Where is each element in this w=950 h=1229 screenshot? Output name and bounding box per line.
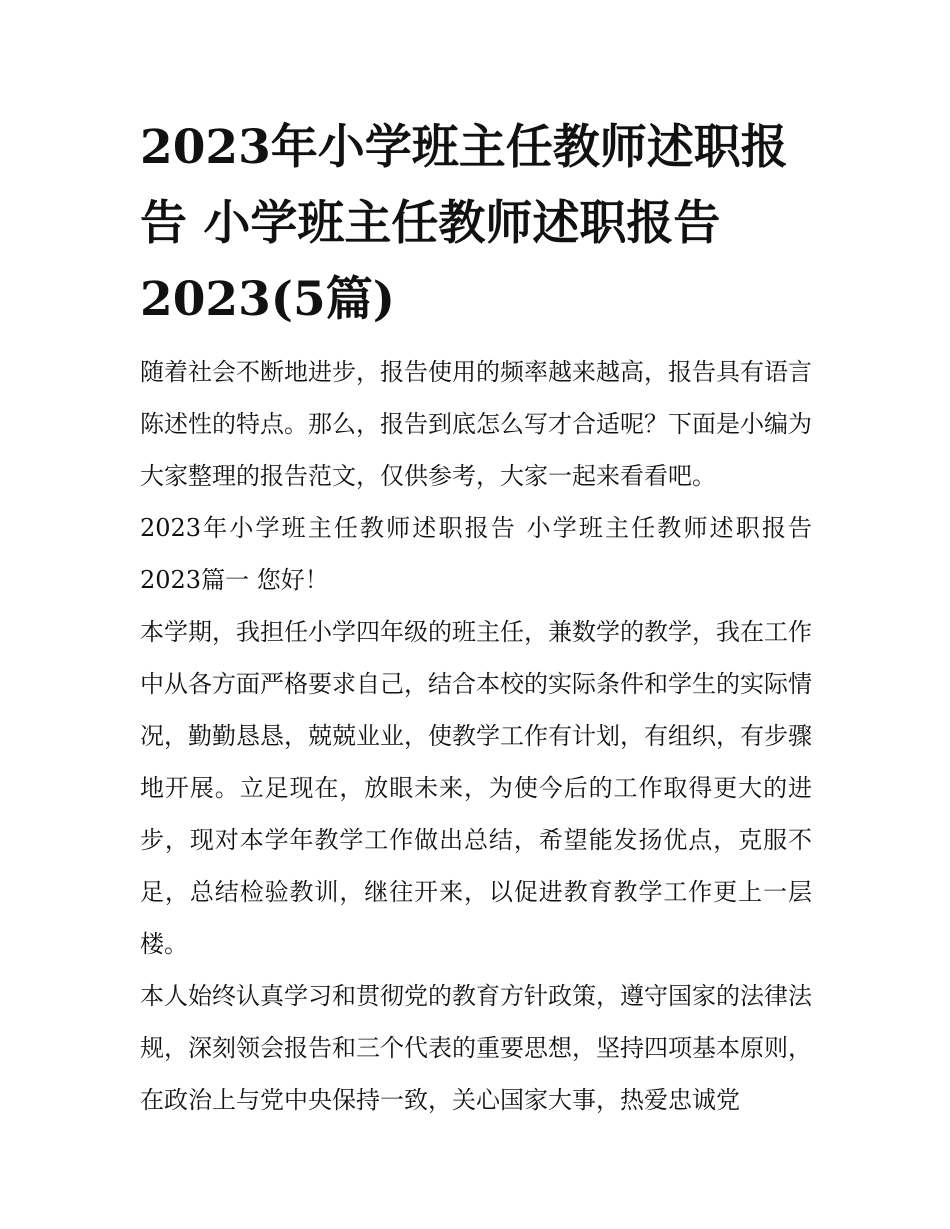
body-paragraph-2: 本人始终认真学习和贯彻党的教育方针政策，遵守国家的法律法规，深刻领会报告和三个代表的重要思想，坚持四项基本原则，在政治上与党中央保持一致，关心国家大事，热爱忠诚党 [140,982,812,1114]
section-heading-paragraph: 2023年小学班主任教师述职报告 小学班主任教师述职报告2023篇一 您好！ [140,514,812,594]
document-page [140,110,812,1126]
intro-paragraph: 随着社会不断地进步，报告使用的频率越来越高，报告具有语言陈述性的特点。那么，报告到底怎么写才合适呢？下面是小编为大家整理的报告范文，仅供参考，大家一起来看看吧。 [140,358,812,490]
body-paragraph-1: 本学期，我担任小学四年级的班主任，兼数学的教学，我在工作中从各方面严格要求自己，结合本校的实际条件和学生的实际情况，勤勤恳恳，兢兢业业，使教学工作有计划，有组织，有步骤地开展。立足现在，放眼未来，为使今后的工作取得更大的进步，现对本学年教学工作做出总结，希望能发扬优点，克服不足，总结检验教训，继往开来，以促进教育教学工作更上一层楼。 [140,618,812,958]
document-title: 2023年小学班主任教师述职报告 小学班主任教师述职报告2023(5篇) [140,120,788,327]
